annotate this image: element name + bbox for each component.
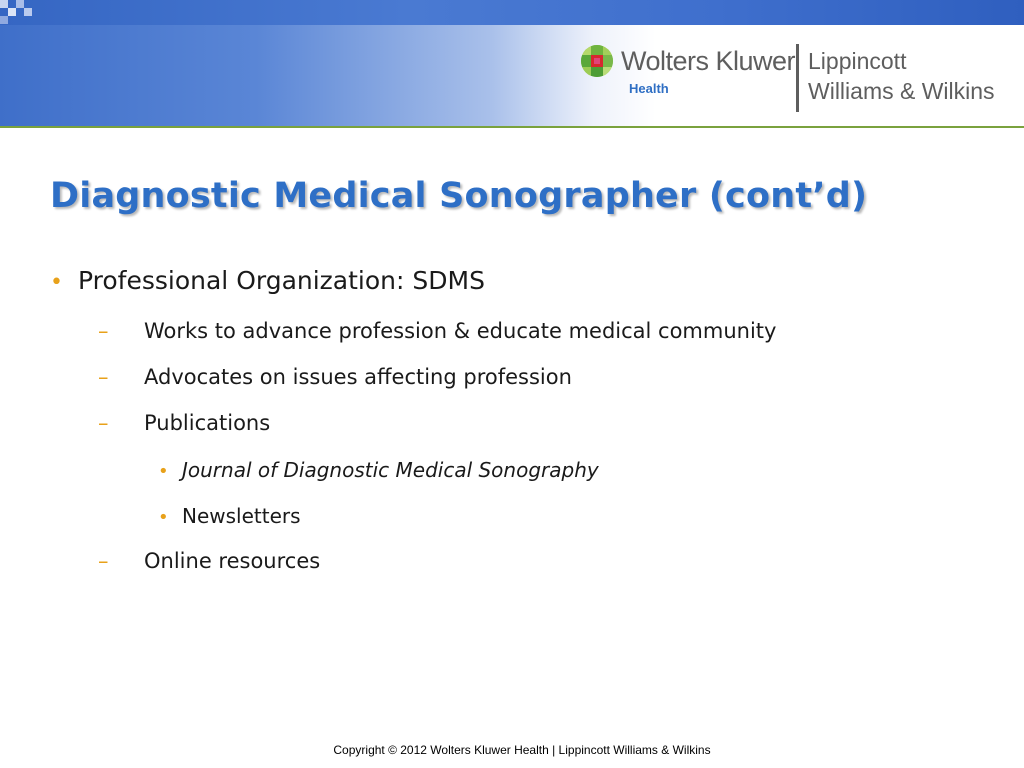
slide-title: Diagnostic Medical Sonographer (cont’d) xyxy=(50,176,868,216)
list-item-text: Works to advance profession & educate medical community xyxy=(144,319,777,343)
copyright-footer xyxy=(0,743,1024,757)
list-item-level2 xyxy=(98,549,320,573)
banner-top-strip xyxy=(0,0,1024,25)
lww-wordmark-line1: Lippincott xyxy=(808,48,907,74)
publisher-logo xyxy=(580,42,1020,114)
copyright-text: Copyright © 2012 Wolters Kluwer Health | Lippincott Williams & Wilkins xyxy=(333,743,711,757)
wolters-kluwer-globe-icon xyxy=(580,44,614,78)
logo-divider xyxy=(796,44,799,112)
dash-marker-icon: – xyxy=(98,411,109,435)
dash-marker-icon: – xyxy=(98,319,109,343)
health-label: Health xyxy=(629,81,669,96)
header-rule xyxy=(0,126,1024,128)
wolters-kluwer-wordmark: Wolters Kluwer xyxy=(621,46,796,76)
list-item-level2 xyxy=(98,365,572,389)
list-item-text: Publications xyxy=(144,411,271,435)
dash-marker-icon: – xyxy=(98,365,109,389)
corner-squares-decoration xyxy=(0,0,40,25)
bullet-dot-icon: • xyxy=(158,507,169,528)
bullet-dot-icon: • xyxy=(50,270,63,295)
list-item-level3 xyxy=(158,458,599,482)
list-item-level2 xyxy=(98,319,776,343)
list-item-text: Journal of Diagnostic Medical Sonography xyxy=(182,458,599,482)
list-item-text: Newsletters xyxy=(182,504,301,528)
list-item-text: Professional Organization: SDMS xyxy=(78,266,485,295)
bullet-dot-icon: • xyxy=(158,461,169,482)
list-item-text: Advocates on issues affecting profession xyxy=(144,365,572,389)
list-item-level3 xyxy=(158,504,301,528)
lww-wordmark-line2: Williams & Wilkins xyxy=(808,78,995,104)
dash-marker-icon: – xyxy=(98,549,109,573)
list-item-level2 xyxy=(98,411,270,435)
list-item-text: Online resources xyxy=(144,549,321,573)
header-banner xyxy=(0,0,1024,128)
list-item-level1 xyxy=(50,266,485,295)
